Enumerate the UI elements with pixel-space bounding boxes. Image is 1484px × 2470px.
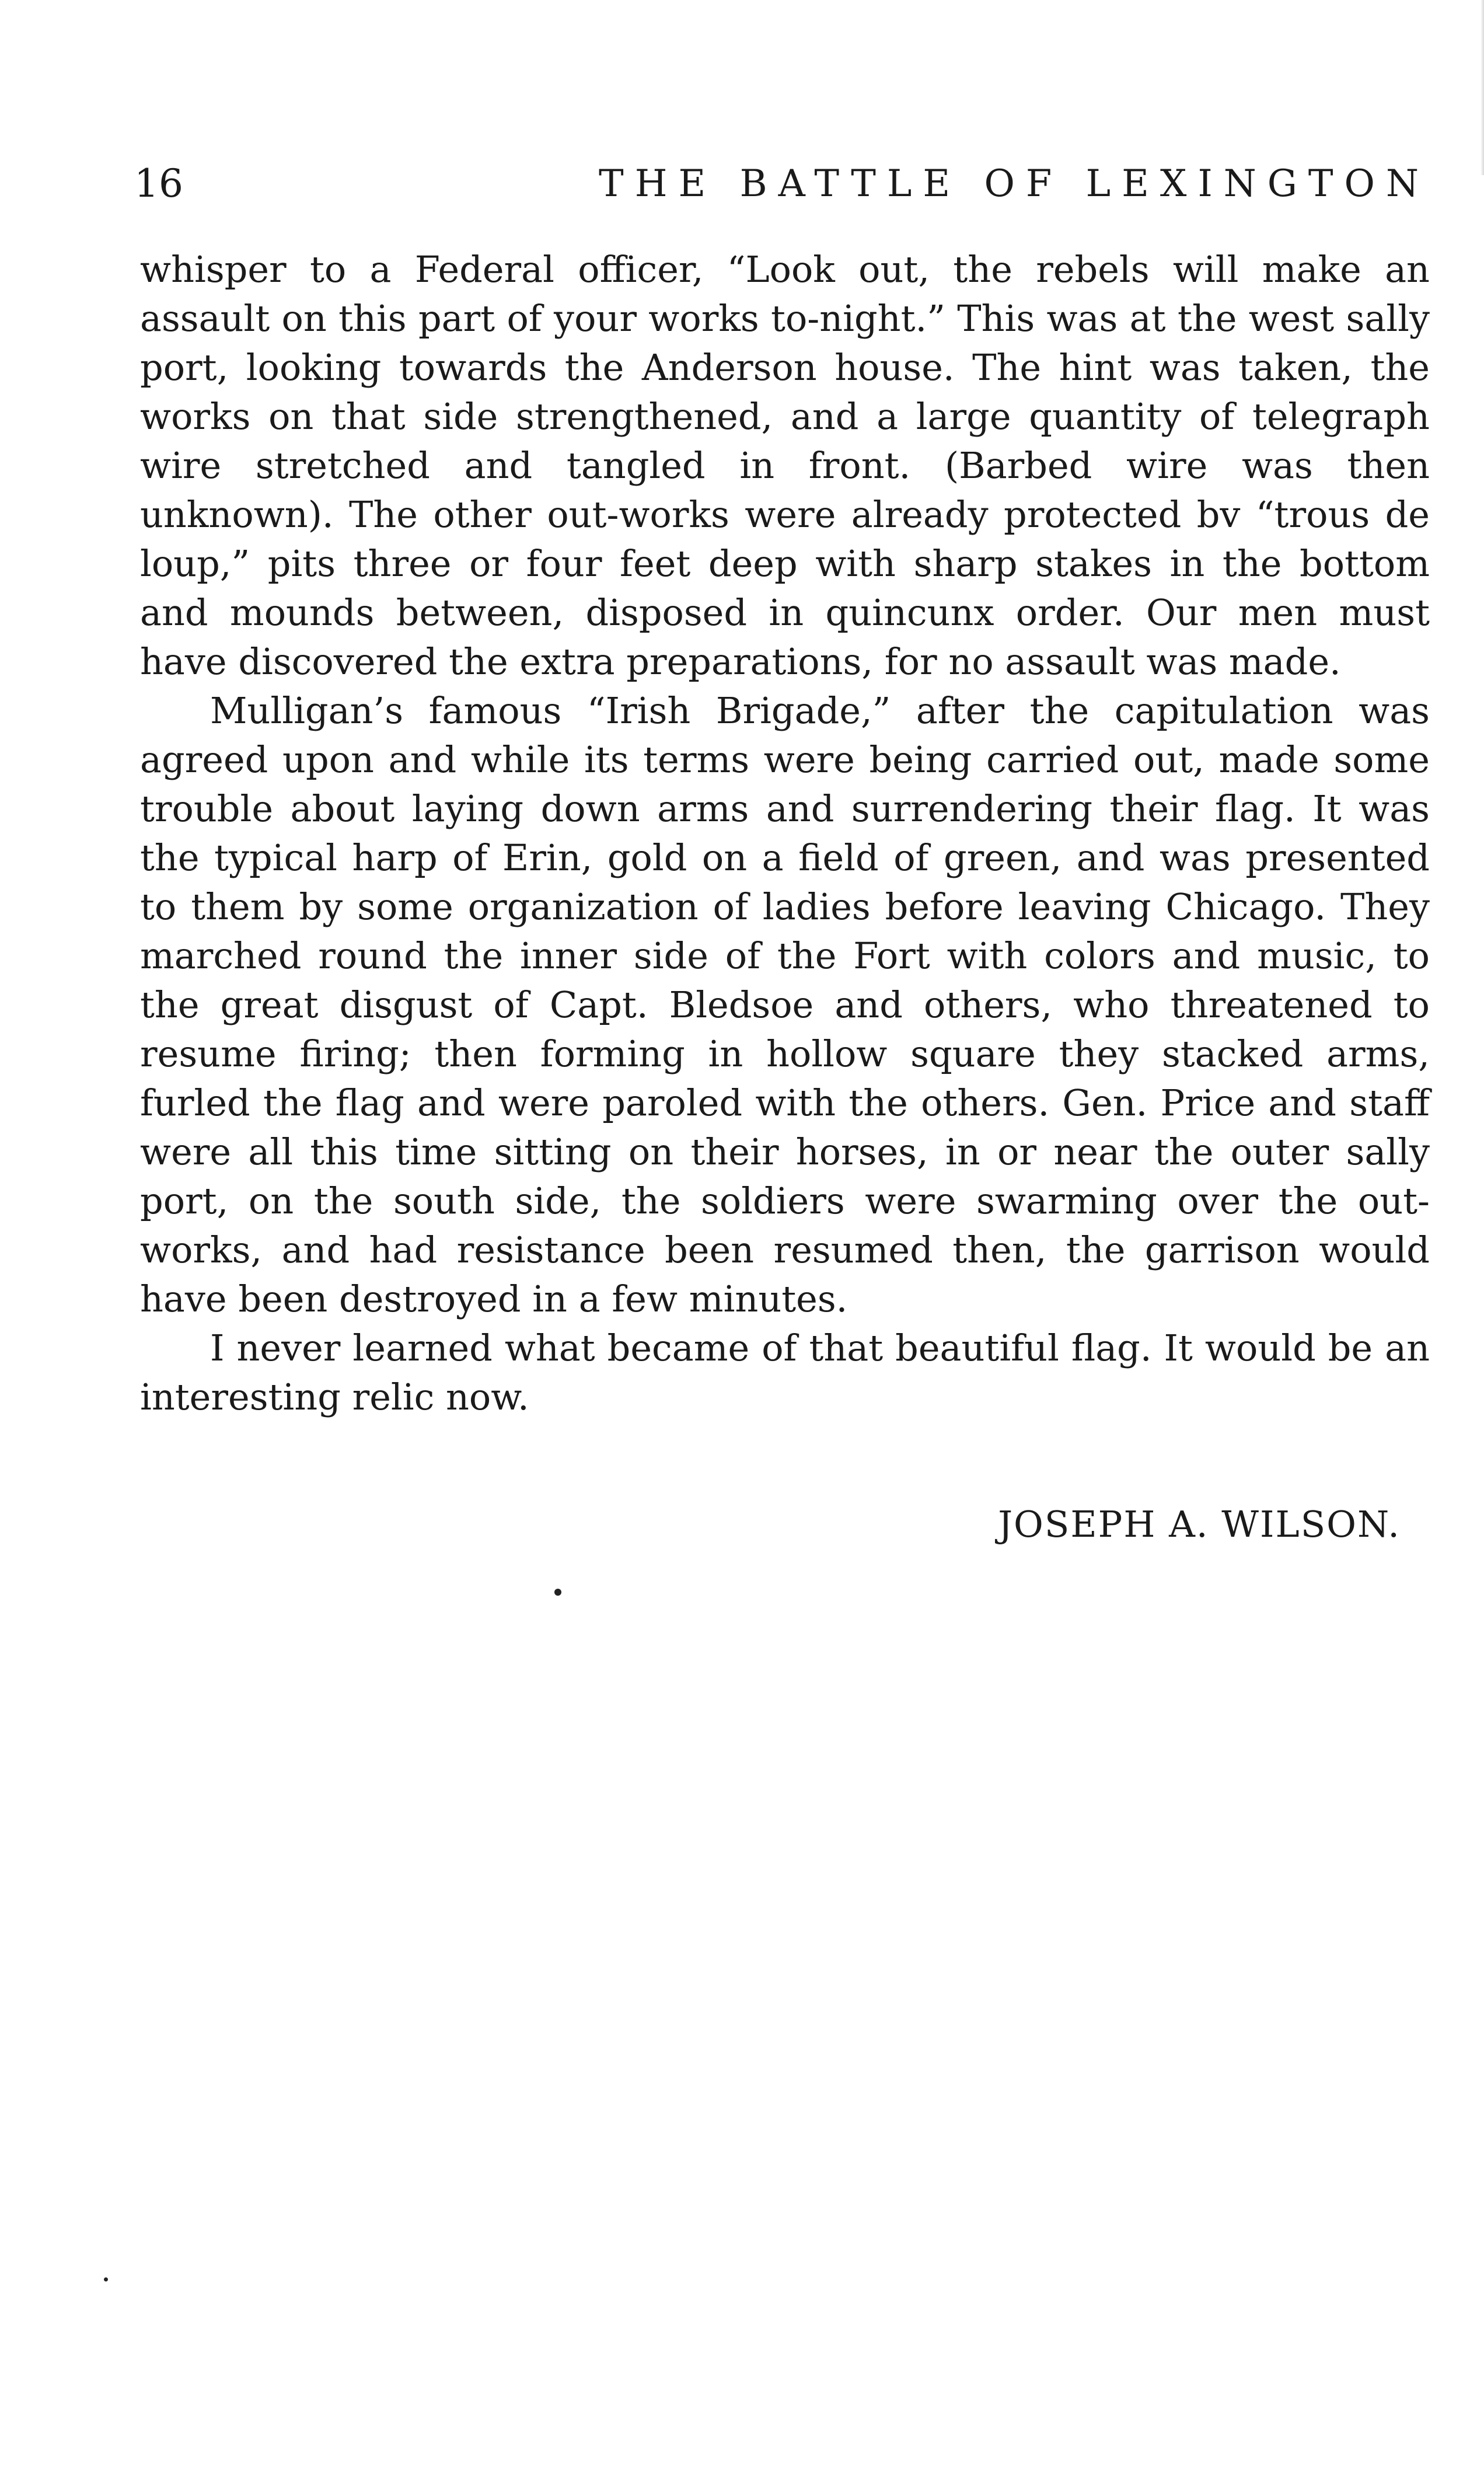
- paragraph-1: whisper to a Federal officer, “Look out, the rebels will make an assault on this part of your works to-night.” This was at the west sally port, looking towards the Anderson house. The hint was taken, the works on that side strengthened, and a large quantity of telegraph wire stretched and tangled in front. (Barbed wire was then unknown). The other out-works were already protected bv “trous de loup,” pits three or four feet deep with sharp stakes in the bottom and mounds between, disposed in quincunx order. Our men must have discovered the extra preparations, for no assault was made.: [140, 248, 1430, 683]
- ink-speck: [104, 2277, 108, 2281]
- paragraph-2: Mulligan’s famous “Irish Brigade,” after the capitulation was agreed upon and while its terms were being carried out, made some trouble about laying down arms and surrendering their flag. It was the typical harp of Erin, gold on a field of green, and was presented to them by some organization of ladies before leaving Chicago. They marched round the inner side of the Fort with colors and music, to the great disgust of Capt. Bledsoe and others, who threatened to resume firing; then forming in hollow square they stacked arms, furled the flag and were paroled with the others. Gen. Price and staff were all this time sitting on their horses, in or near the outer sally port, on the south side, the soldiers were swarming over the out-works, and had resistance been resumed then, the garrison would have been destroyed in a few minutes.: [140, 689, 1430, 1320]
- ink-speck: [554, 1589, 561, 1596]
- article-body: [140, 245, 1430, 1422]
- author-signature: JOSEPH A. WILSON.: [998, 1503, 1401, 1546]
- running-title: THE BATTLE OF LEXINGTON: [599, 162, 1430, 205]
- page-edge: [1480, 0, 1484, 175]
- paragraph-3: I never learned what became of that beautiful flag. It would be an interesting relic now.: [140, 1327, 1430, 1418]
- page-header: [134, 158, 1430, 210]
- page-number: 16: [134, 161, 183, 206]
